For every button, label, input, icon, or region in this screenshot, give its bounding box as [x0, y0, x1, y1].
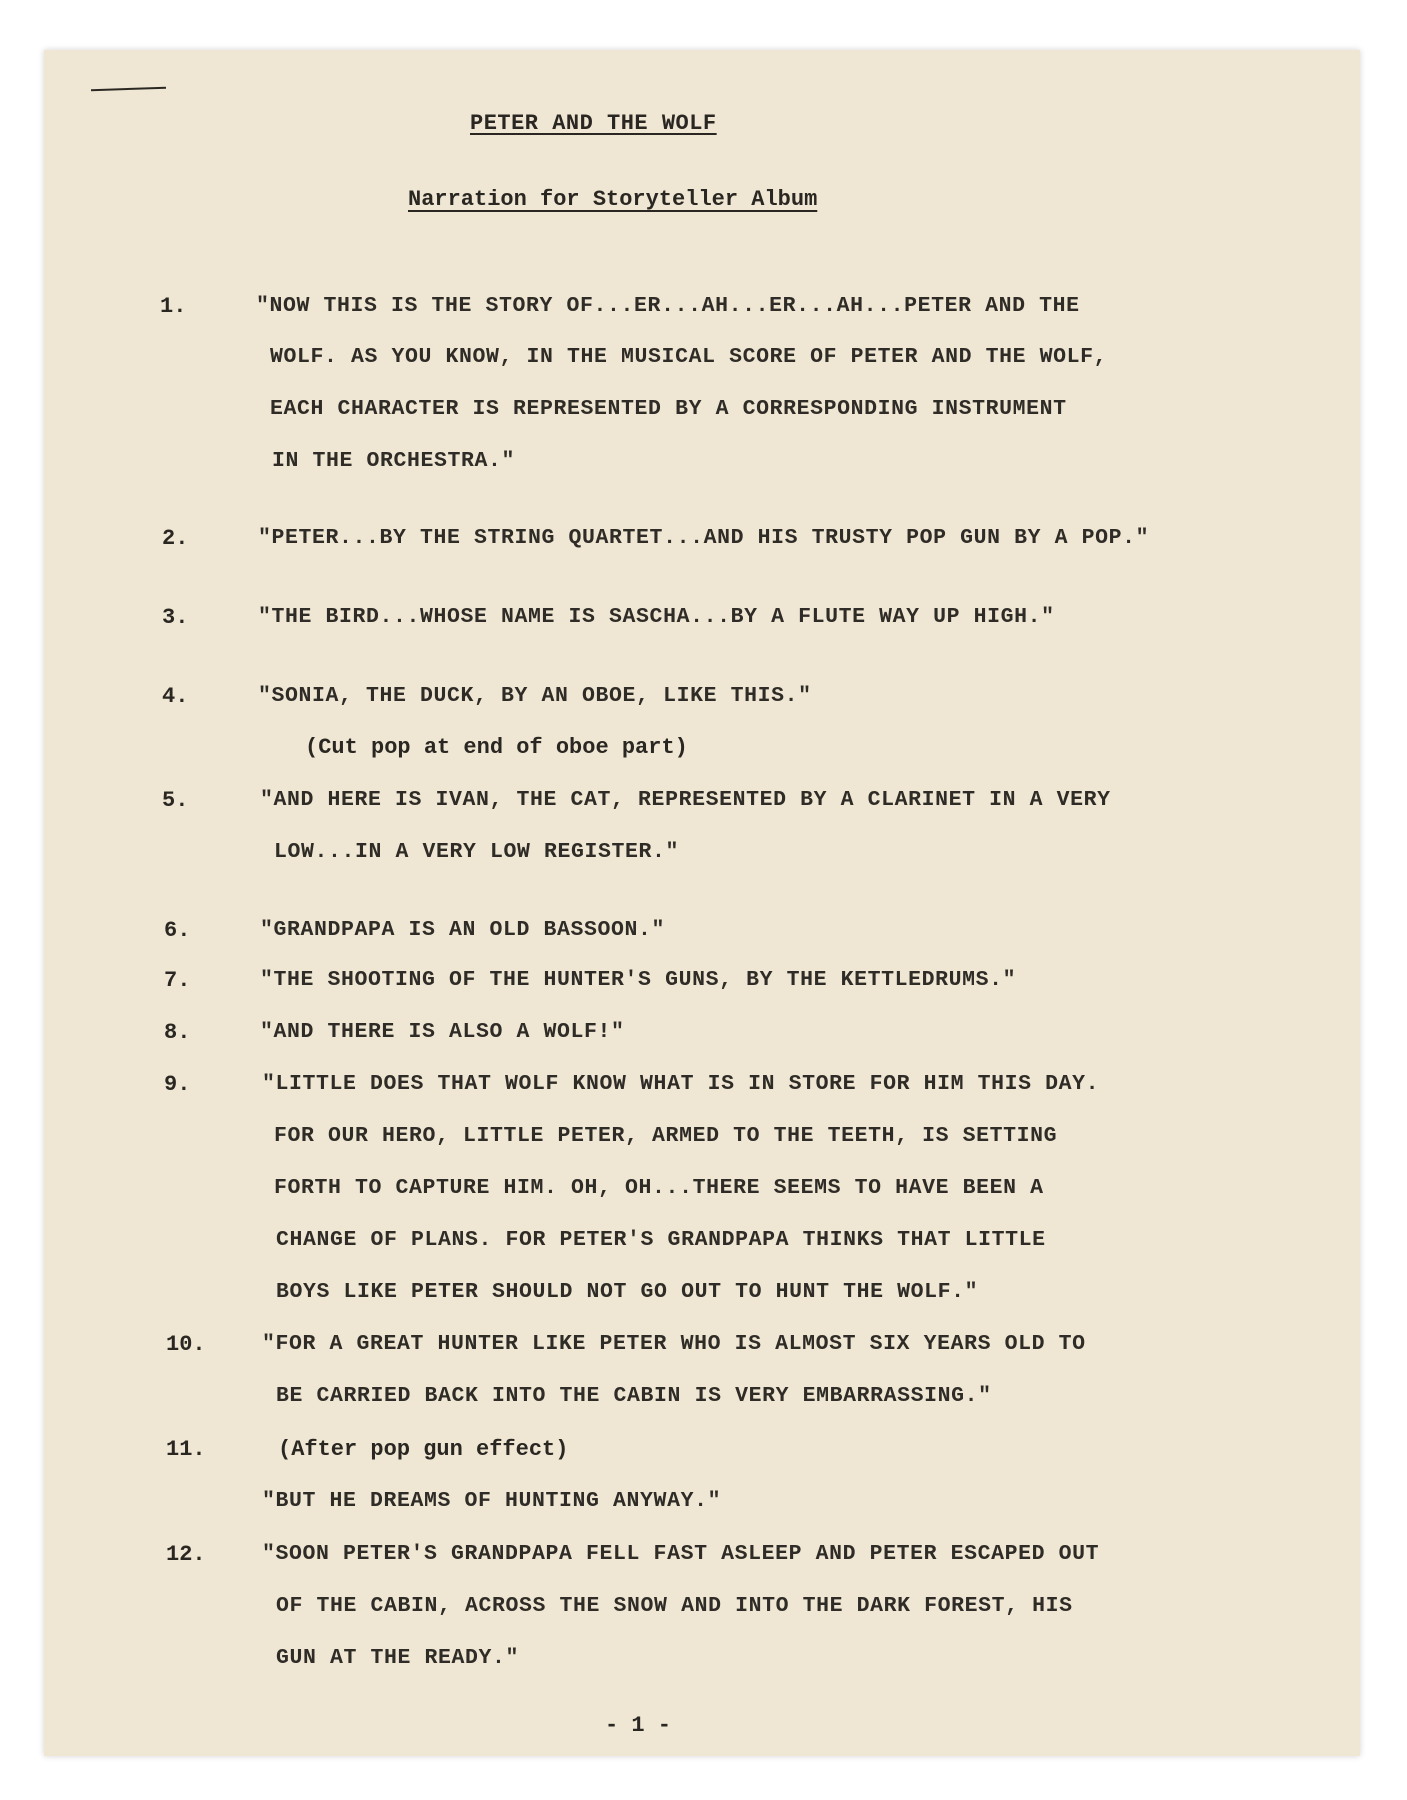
item-number: 7. [164, 968, 191, 993]
narration-line: "NOW THIS IS THE STORY OF...ER...AH...ER...AH...PETER AND THE [256, 294, 1080, 318]
document-title: PETER AND THE WOLF [470, 111, 717, 136]
narration-line: "THE SHOOTING OF THE HUNTER'S GUNS, BY THE KETTLEDRUMS." [260, 968, 1017, 992]
item-number: 12. [166, 1542, 206, 1567]
item-number: 1. [160, 294, 187, 319]
narration-line: IN THE ORCHESTRA." [272, 449, 516, 473]
narration-line: BOYS LIKE PETER SHOULD NOT GO OUT TO HUNT THE WOLF." [276, 1280, 979, 1304]
item-number: 2. [162, 526, 189, 551]
item-number: 4. [162, 684, 189, 709]
item-number: 10. [166, 1332, 206, 1357]
item-number: 9. [164, 1072, 191, 1097]
narration-line: GUN AT THE READY." [276, 1646, 520, 1670]
narration-line: "PETER...BY THE STRING QUARTET...AND HIS TRUSTY POP GUN BY A POP." [258, 526, 1150, 550]
item-number: 11. [166, 1437, 206, 1462]
narration-line: "AND THERE IS ALSO A WOLF!" [260, 1020, 625, 1044]
narration-line: "GRANDPAPA IS AN OLD BASSOON." [260, 918, 666, 942]
narration-line: "SOON PETER'S GRANDPAPA FELL FAST ASLEEP AND PETER ESCAPED OUT [262, 1542, 1100, 1566]
narration-line: "SONIA, THE DUCK, BY AN OBOE, LIKE THIS." [258, 684, 812, 708]
item-number: 3. [162, 605, 189, 630]
item-number: 5. [162, 788, 189, 813]
document-subtitle: Narration for Storyteller Album [408, 187, 818, 212]
narration-line: CHANGE OF PLANS. FOR PETER'S GRANDPAPA THINKS THAT LITTLE [276, 1228, 1046, 1252]
narration-line: EACH CHARACTER IS REPRESENTED BY A CORRESPONDING INSTRUMENT [270, 397, 1067, 421]
narration-line: "LITTLE DOES THAT WOLF KNOW WHAT IS IN STORE FOR HIM THIS DAY. [262, 1072, 1100, 1096]
narration-line: "THE BIRD...WHOSE NAME IS SASCHA...BY A FLUTE WAY UP HIGH." [258, 605, 1055, 629]
item-number: 6. [164, 918, 191, 943]
narration-line: FOR OUR HERO, LITTLE PETER, ARMED TO THE TEETH, IS SETTING [274, 1124, 1058, 1148]
narration-line: "FOR A GREAT HUNTER LIKE PETER WHO IS ALMOST SIX YEARS OLD TO [262, 1332, 1086, 1356]
stage-direction: (Cut pop at end of oboe part) [305, 735, 688, 760]
narration-line: "BUT HE DREAMS OF HUNTING ANYWAY." [262, 1489, 722, 1513]
narration-line: BE CARRIED BACK INTO THE CABIN IS VERY EMBARRASSING." [276, 1384, 992, 1408]
narration-line: LOW...IN A VERY LOW REGISTER." [274, 840, 680, 864]
narration-line: "AND HERE IS IVAN, THE CAT, REPRESENTED BY A CLARINET IN A VERY [260, 788, 1111, 812]
item-number: 8. [164, 1020, 191, 1045]
page-number: - 1 - [605, 1713, 672, 1738]
narration-line: WOLF. AS YOU KNOW, IN THE MUSICAL SCORE OF PETER AND THE WOLF, [270, 345, 1108, 369]
stage-direction: (After pop gun effect) [278, 1437, 569, 1462]
narration-line: FORTH TO CAPTURE HIM. OH, OH...THERE SEEMS TO HAVE BEEN A [274, 1176, 1044, 1200]
narration-line: OF THE CABIN, ACROSS THE SNOW AND INTO THE DARK FOREST, HIS [276, 1594, 1073, 1618]
